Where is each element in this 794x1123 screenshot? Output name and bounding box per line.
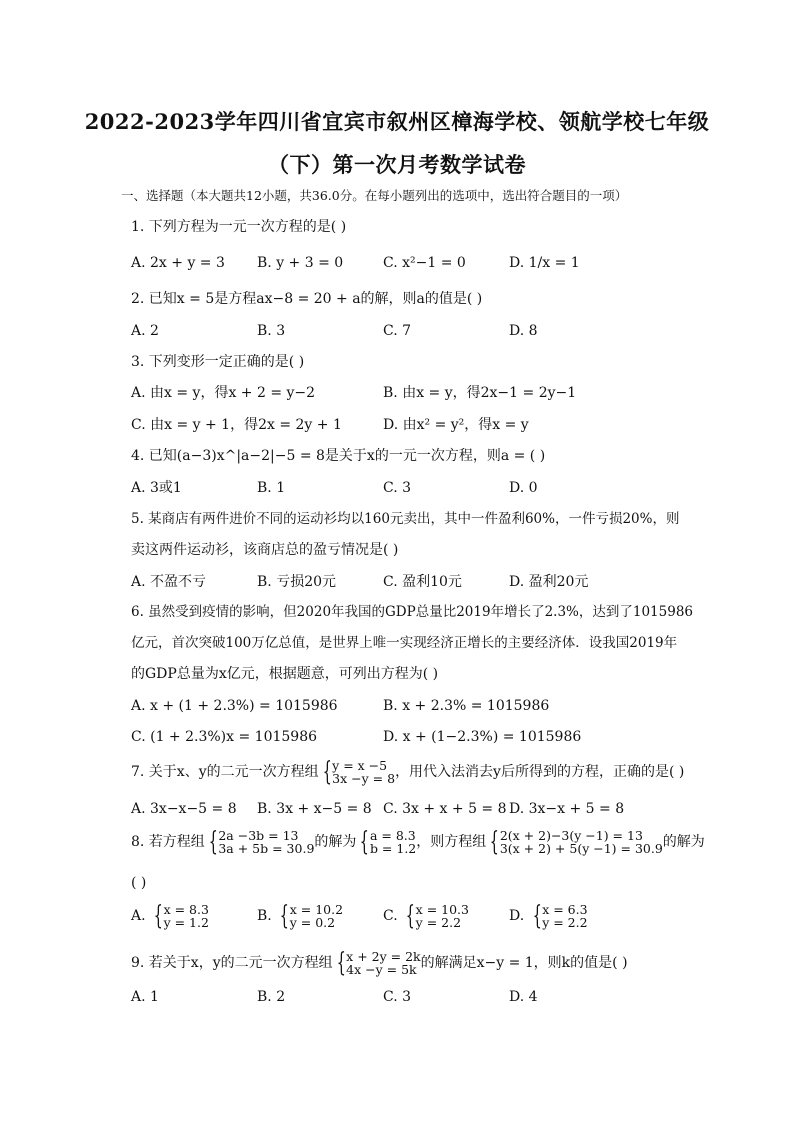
q4-option-c: C. 3	[383, 480, 412, 496]
q8-option-d-eq1: x = 6.3	[542, 902, 588, 917]
question-8-stem	[131, 829, 705, 855]
q8-solution-system: { a = 8.3 b = 1.2	[360, 827, 417, 857]
q8-solution-eq1: a = 8.3	[369, 828, 416, 843]
q1-option-b: B. y + 3 = 0	[257, 255, 344, 271]
q2-option-a: A. 2	[131, 323, 159, 339]
q8-option-b-eq1: x = 10.2	[289, 902, 344, 917]
q7-option-a: A. 3x−x−5 = 8	[131, 801, 237, 817]
q9-option-d: D. 4	[509, 989, 538, 1005]
q1-option-c: C. x²−1 = 0	[383, 255, 466, 271]
q8-option-a-label: A.	[131, 908, 146, 924]
exam-title-line1: 2022-2023学年四川省宜宾市叙州区樟海学校、领航学校七年级	[84, 109, 710, 134]
question-5-stem-line2: 卖这两件运动衫，该商店总的盈亏情况是( )	[131, 542, 399, 558]
q3-option-c: C. 由x = y + 1，得2x = 2y + 1	[131, 417, 342, 433]
q8-stem-mid2: ，则方程组	[416, 834, 487, 850]
q8-system-2-eq2: 3(x + 2) + 5(y −1) = 30.9	[499, 841, 663, 856]
q9-stem-suffix: 的解满足x−y = 1，则k的值是( )	[420, 955, 628, 971]
q2-option-c: C. 7	[383, 323, 412, 339]
q8-option-a-eq2: y = 1.2	[163, 915, 209, 930]
q1-option-a: A. 2x + y = 3	[131, 255, 225, 271]
q7-option-c: C. 3x + x + 5 = 8	[383, 801, 507, 817]
q8-option-b: B. { x = 10.2 y = 0.2	[257, 901, 344, 931]
q4-option-d: D. 0	[509, 480, 538, 496]
q4-option-b: B. 1	[257, 480, 286, 496]
q7-system-eq2: 3x −y = 8	[332, 771, 396, 786]
q8-system-1-eq2: 3a + 5b = 30.9	[218, 841, 315, 856]
q8-option-c-eq1: x = 10.3	[415, 902, 469, 917]
q2-option-b: B. 3	[257, 323, 286, 339]
question-6-stem-line2: 亿元，首次突破100万亿总值，是世界上唯一实现经济正增长的主要经济体．设我国2019年	[131, 635, 678, 651]
q7-option-b: B. 3x + x−5 = 8	[257, 801, 372, 817]
q8-option-c: C. { x = 10.3 y = 2.2	[383, 901, 469, 931]
question-9-stem	[131, 950, 628, 976]
q4-option-a: A. 3或1	[131, 480, 182, 496]
q9-option-a: A. 1	[131, 989, 159, 1005]
q6-option-a: A. x + (1 + 2.3%) = 1015986	[131, 698, 338, 714]
q7-system-eq1: y = x −5	[332, 758, 388, 773]
question-7-stem	[131, 759, 684, 785]
question-6-stem-line1: 6. 虽然受到疫情的影响，但2020年我国的GDP总量比2019年增长了2.3%，达到了1015986	[131, 604, 693, 620]
q5-option-d: D. 盈利20元	[509, 574, 589, 590]
q8-system-1: { 2a −3b = 13 3a + 5b = 30.9	[208, 827, 315, 857]
q5-option-a: A. 不盈不亏	[131, 574, 207, 590]
q1-option-d: D. 1/x = 1	[509, 255, 580, 271]
q8-stem-continuation: ( )	[131, 875, 147, 891]
q8-stem-suffix: 的解为	[662, 834, 705, 850]
q8-option-d: D. { x = 6.3 y = 2.2	[509, 901, 588, 931]
question-6-stem-line3: 的GDP总量为x亿元，根据题意，可列出方程为( )	[131, 666, 439, 682]
q8-stem-prefix: 8. 若方程组	[131, 834, 205, 850]
question-4-stem: 4. 已知(a−3)x^|a−2|−5 = 8是关于x的一元一次方程，则a = ( )	[131, 448, 546, 464]
q9-option-b: B. 2	[257, 989, 286, 1005]
q3-option-b: B. 由x = y，得2x−1 = 2y−1	[383, 385, 577, 401]
q6-option-d: D. x + (1−2.3%) = 1015986	[383, 729, 582, 745]
question-1-stem: 1. 下列方程为一元一次方程的是( )	[131, 219, 347, 235]
q2-option-d: D. 8	[509, 323, 538, 339]
q8-system-1-eq1: 2a −3b = 13	[218, 828, 299, 843]
q3-option-a: A. 由x = y，得x + 2 = y−2	[131, 385, 316, 401]
q8-option-a: A. { x = 8.3 y = 1.2	[131, 901, 209, 931]
q9-equation-system: { x + 2y = 2k 4x −y = 5k	[336, 948, 421, 978]
question-2-stem: 2. 已知x = 5是方程ax−8 = 20 + a的解，则a的值是( )	[131, 291, 483, 307]
q5-option-b: B. 亏损20元	[257, 574, 337, 590]
q5-option-c: C. 盈利10元	[383, 574, 462, 590]
q7-option-d: D. 3x−x + 5 = 8	[509, 801, 625, 817]
q7-equation-system: { y = x −5 3x −y = 8	[322, 757, 396, 787]
q8-option-b-eq2: y = 0.2	[289, 915, 336, 930]
section-heading: 一、选择题（本大题共12小题，共36.0分。在每小题列出的选项中，选出符合题目的一项）	[121, 188, 628, 203]
q7-stem-suffix: ，用代入法消去y后所得到的方程，正确的是( )	[395, 764, 685, 780]
exam-title-line2: （下）第一次月考数学试卷	[268, 152, 526, 177]
q8-option-d-label: D.	[509, 908, 525, 924]
q8-stem-mid1: 的解为	[314, 834, 357, 850]
q8-option-c-label: C.	[383, 908, 398, 924]
q8-option-a-eq1: x = 8.3	[163, 902, 209, 917]
q9-system-eq2: 4x −y = 5k	[346, 962, 417, 977]
q6-option-b: B. x + 2.3% = 1015986	[383, 698, 550, 714]
q6-option-c: C. (1 + 2.3%)x = 1015986	[131, 729, 318, 745]
q9-stem-prefix: 9. 若关于x，y的二元一次方程组	[131, 955, 333, 971]
q8-option-c-eq2: y = 2.2	[415, 915, 462, 930]
question-3-stem: 3. 下列变形一定正确的是( )	[131, 354, 305, 370]
q7-stem-prefix: 7. 关于x、y的二元一次方程组	[131, 764, 319, 780]
q9-system-eq1: x + 2y = 2k	[346, 949, 421, 964]
q3-option-d: D. 由x² = y²，得x = y	[383, 417, 529, 433]
q8-system-2-eq1: 2(x + 2)−3(y −1) = 13	[499, 828, 643, 843]
q9-option-c: C. 3	[383, 989, 412, 1005]
question-5-stem-line1: 5. 某商店有两件进价不同的运动衫均以160元卖出，其中一件盈利60%，一件亏损20%，则	[131, 511, 680, 527]
q8-option-d-eq2: y = 2.2	[542, 915, 588, 930]
q8-system-2: { 2(x + 2)−3(y −1) = 13 3(x + 2) + 5(y −1) = 30.9	[489, 827, 663, 857]
q8-solution-eq2: b = 1.2	[369, 841, 417, 856]
q8-option-b-label: B.	[257, 908, 272, 924]
